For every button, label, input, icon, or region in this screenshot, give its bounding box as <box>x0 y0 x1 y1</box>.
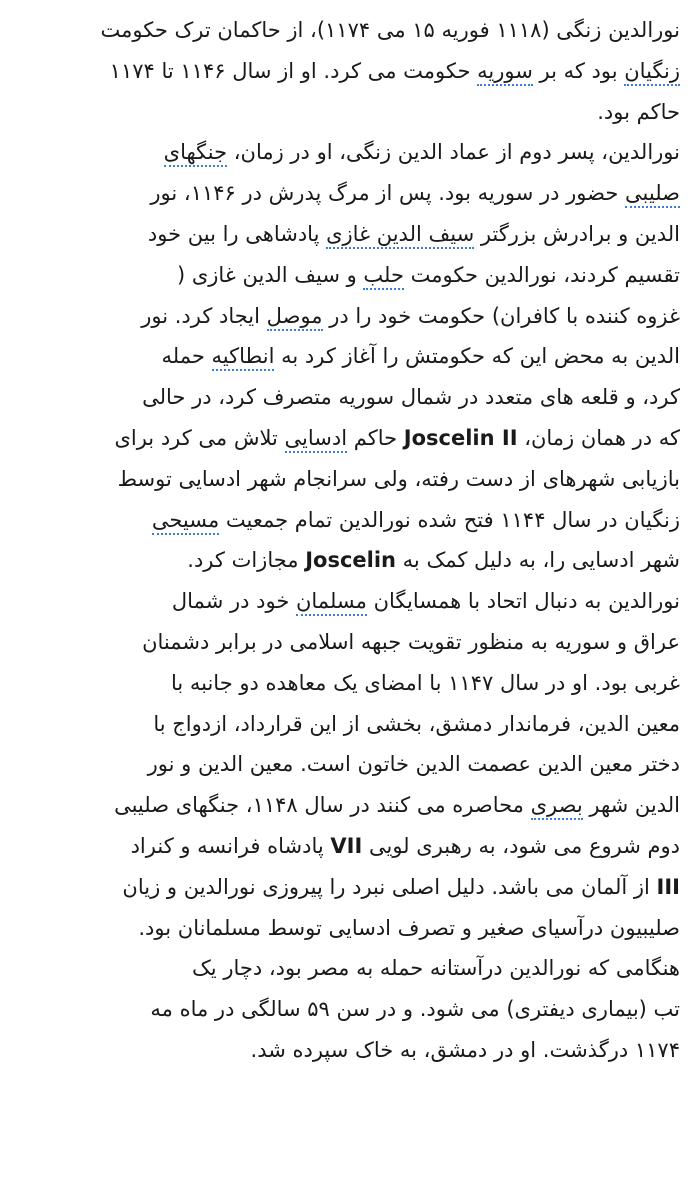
wiki-link[interactable]: بصری <box>531 793 583 820</box>
text-run: نورالدین به دنبال اتحاد با همسایگان <box>366 589 680 614</box>
text-line <box>14 540 680 581</box>
text-run: خود در شمال <box>171 589 296 614</box>
text-run: حکومت می کرد. او از سال ۱۱۴۶ تا ۱۱۷۴ <box>109 58 478 83</box>
wiki-link[interactable]: حلب <box>363 263 404 290</box>
text-run: نورالدین، پسر دوم از عماد الدین زنگی، او در زمان، <box>227 140 680 165</box>
text-run: بود که بر <box>532 58 625 83</box>
text-line <box>14 418 680 459</box>
text-run: الدین و برادرش بزرگتر <box>474 221 680 246</box>
text-line <box>14 1030 680 1071</box>
wiki-link[interactable]: جنگهای <box>164 140 227 167</box>
text-run: حاکم <box>347 425 404 450</box>
text-line <box>14 867 680 908</box>
text-line <box>14 336 680 377</box>
text-run: الدین به محض این که حکومتش را آغاز کرد به <box>274 344 680 369</box>
text-line <box>14 989 680 1030</box>
text-run: پادشاهی را بین خود <box>147 221 327 246</box>
text-run: از آلمان می باشد. دلیل اصلی نبرد را پیروزی نورالدین و زیان <box>122 874 657 899</box>
text-run: الدین شهر <box>582 793 680 818</box>
text-line <box>14 459 680 500</box>
text-run: حضور در سوریه بود. پس از مرگ پدرش در ۱۱۴۶، نور <box>150 181 626 206</box>
text-run: دختر معین الدین عصمت الدین خاتون است. معین الدین و نور <box>147 752 680 777</box>
text-line <box>14 785 680 826</box>
latin-term: VII <box>330 833 363 858</box>
text-line <box>14 663 680 704</box>
text-run: هنگامی که نورالدین درآستانه حمله به مصر بود، دچار یک <box>192 956 680 981</box>
latin-term: Joscelin <box>305 548 396 573</box>
wiki-link[interactable]: مسیحی <box>152 508 219 535</box>
text-run: معین الدین، فرماندار دمشق، بخشی از این قرارداد، ازدواج با <box>153 711 680 736</box>
wiki-link[interactable]: ادسایی <box>285 426 348 453</box>
text-run: غربی بود. او در سال ۱۱۴۷ با امضای یک معاهده دو جانبه با <box>170 670 680 695</box>
text-run: و سیف الدین غازی ( <box>176 262 364 287</box>
text-line <box>14 622 680 663</box>
text-run: پادشاه فرانسه و کنراد <box>130 833 331 858</box>
text-line <box>14 377 680 418</box>
text-run: که در همان زمان، <box>517 425 680 450</box>
text-line <box>14 214 680 255</box>
text-run: تقسیم کردند، نورالدین حکومت <box>403 262 680 287</box>
wiki-link[interactable]: صلیبی <box>625 181 680 208</box>
text-run: زنگیان در سال ۱۱۴۴ فتح شده نورالدین تمام جمعیت <box>219 507 680 532</box>
text-run: تلاش می کرد برای <box>114 425 285 450</box>
text-run: مجازات کرد. <box>187 548 306 573</box>
text-run: تب (بیماری دیفتری) می شود. و در سن ۵۹ سالگی در ماه مه <box>150 997 680 1022</box>
latin-term: III <box>656 874 680 899</box>
text-run: حاکم بود. <box>597 99 680 124</box>
text-run: صلیبیون درآسیای صغیر و تصرف ادسایی توسط مسلمانان بود. <box>138 915 680 940</box>
wiki-link[interactable]: انطاکیه <box>212 344 275 371</box>
text-run: کرد، و قلعه های متعدد در شمال سوریه متصرف کرد، در حالی <box>142 385 680 410</box>
text-line <box>14 908 680 949</box>
paragraph <box>14 132 680 581</box>
text-run: حمله <box>161 344 212 369</box>
text-run: دوم شروع می شود، به رهبری لویی <box>362 833 680 858</box>
text-line <box>14 744 680 785</box>
text-line <box>14 92 680 133</box>
text-line <box>14 581 680 622</box>
latin-term: Joscelin II <box>403 425 518 450</box>
text-line <box>14 948 680 989</box>
text-run: نورالدین زنگی (۱۱۱۸ فوریه ۱۵ می ۱۱۷۴)، از حاکمان ترک حکومت <box>100 18 680 42</box>
text-line <box>14 296 680 337</box>
text-line <box>14 51 680 92</box>
paragraph <box>14 10 680 132</box>
wiki-link[interactable]: سوریه <box>477 59 533 86</box>
text-run: محاصره می کنند در سال ۱۱۴۸، جنگهای صلیبی <box>114 793 531 818</box>
wiki-link[interactable]: مسلمان <box>296 589 367 616</box>
text-line <box>14 173 680 214</box>
text-run: ۱۱۷۴ درگذشت. او در دمشق، به خاک سپرده شد. <box>250 1037 680 1062</box>
text-line <box>14 500 680 541</box>
text-run: عراق و سوریه به منظور تقویت جبهه اسلامی در برابر دشمنان <box>142 629 680 654</box>
wiki-link[interactable]: سیف الدین غازی <box>326 222 474 249</box>
text-run: ایجاد کرد. نور <box>141 303 267 328</box>
text-line <box>14 10 680 51</box>
text-run: بازیابی شهرهای از دست رفته، ولی سرانجام شهر ادسایی توسط <box>117 466 680 491</box>
text-run: غزوه کننده با کافران) حکومت خود را در <box>322 303 680 328</box>
text-line <box>14 132 680 173</box>
paragraph <box>14 581 680 1071</box>
wiki-link[interactable]: موصل <box>267 304 323 331</box>
text-line <box>14 255 680 296</box>
article-body <box>14 10 680 1071</box>
wiki-link[interactable]: زنگیان <box>624 59 680 86</box>
text-line <box>14 826 680 867</box>
text-line <box>14 704 680 745</box>
text-run: شهر ادسایی را، به دلیل کمک به <box>395 548 680 573</box>
